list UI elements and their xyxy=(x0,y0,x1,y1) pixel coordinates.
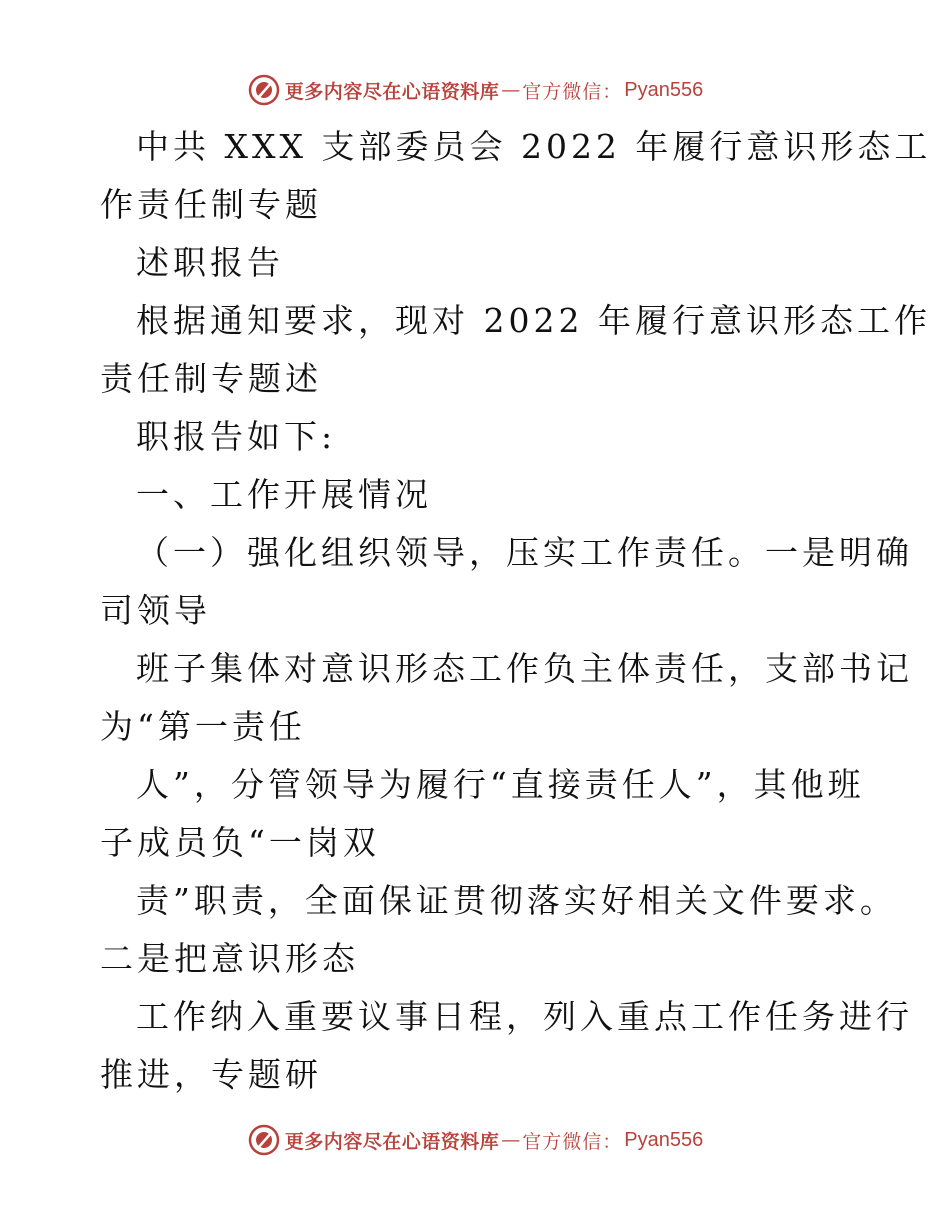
text-line: 责”职责，全面保证贯彻落实好相关文件要求。 xyxy=(136,881,897,920)
wechat-id: Pyan556 xyxy=(624,1128,704,1151)
banner-text: 更多内容尽在心语资料库 xyxy=(284,80,500,103)
logo-icon xyxy=(247,1123,281,1157)
banner-text: 更多内容尽在心语资料库 xyxy=(284,1130,500,1153)
wechat-id: Pyan556 xyxy=(624,78,704,101)
text-line: 人”，分管领导为履行“直接责任人”，其他班 xyxy=(136,765,865,804)
text-line: 作责任制专题 xyxy=(100,185,322,224)
logo-icon xyxy=(247,73,281,107)
text-line: 推进，专题研 xyxy=(100,1055,322,1094)
header-watermark-banner xyxy=(0,70,950,110)
banner-dash: — xyxy=(501,1129,521,1151)
text-line: 述职报告 xyxy=(136,243,284,282)
text-line: 责任制专题述 xyxy=(100,359,322,398)
text-line: 子成员负“一岗双 xyxy=(100,823,380,862)
document-body xyxy=(100,118,932,1104)
text-line: 中共 XXX 支部委员会 2022 年履行意识形态工 xyxy=(136,127,932,166)
text-line: 司领导 xyxy=(100,591,211,630)
text-line: 二是把意识形态 xyxy=(100,939,359,978)
text-line: 职报告如下: xyxy=(136,417,337,456)
wechat-label: 官方微信： xyxy=(522,80,623,103)
wechat-label: 官方微信： xyxy=(522,1130,623,1153)
footer-watermark-banner xyxy=(0,1120,950,1160)
text-line: 班子集体对意识形态工作负主体责任，支部书记 xyxy=(136,649,913,688)
text-line: 为“第一责任 xyxy=(100,707,306,746)
text-line: 根据通知要求，现对 2022 年履行意识形态工作 xyxy=(136,301,931,340)
text-line: （一）强化组织领导，压实工作责任。一是明确 xyxy=(136,533,913,572)
text-line: 工作纳入重要议事日程，列入重点工作任务进行 xyxy=(136,997,913,1036)
banner-dash: — xyxy=(501,79,521,101)
text-line: 一、工作开展情况 xyxy=(136,475,432,514)
